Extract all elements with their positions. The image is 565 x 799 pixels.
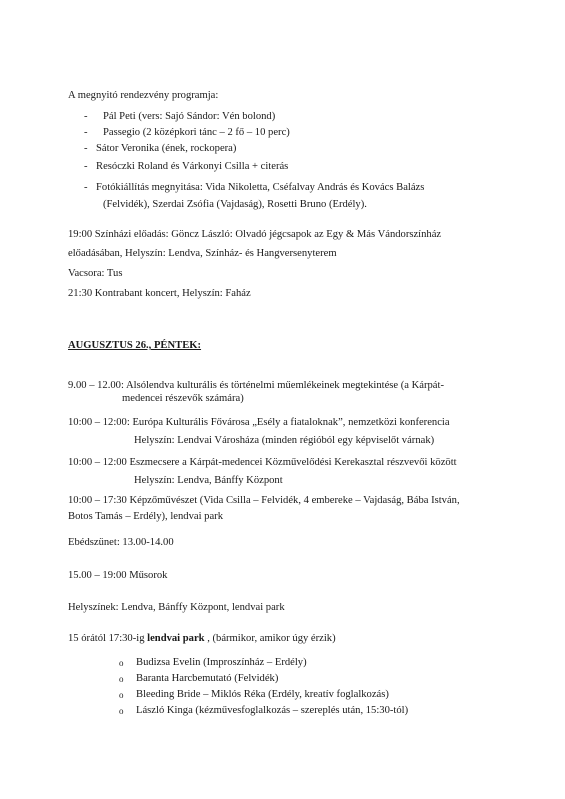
park-bold: lendvai park [147,633,205,644]
bullet-marker: o [119,674,124,684]
dash-marker: - [84,111,88,122]
dash-marker: - [84,143,88,154]
park-item-3: Bleeding Bride – Miklós Réka (Erdély, kreatív foglalkozás) [136,689,389,700]
bullet-marker: o [119,658,124,668]
event-1-line-2: medencei részevők számára) [122,393,244,404]
dash-marker: - [84,161,88,172]
dash-marker: - [84,182,88,193]
shows-line: 15.00 – 19:00 Műsorok [68,570,168,581]
event-3-line-2: Helyszín: Lendva, Bánffy Központ [134,475,283,486]
theatre-line-2: előadásában, Helyszín: Lendva, Színház- és Hangversenyterem [68,248,337,259]
program-intro: A megnyitó rendezvény programja: [68,90,219,101]
program-item-2: Passegio (2 középkori tánc – 2 fő – 10 perc) [103,127,290,138]
theatre-line-1: 19:00 Színházi előadás: Göncz László: Olvadó jégcsapok az Egy & Más Vándorszínház [68,229,442,240]
bullet-marker: o [119,690,124,700]
program-item-3: Sátor Veronika (ének, rockopera) [96,143,237,154]
park-line [68,632,336,645]
program-item-1: Pál Peti (vers: Sajó Sándor: Vén bolond) [103,111,276,122]
venues-line: Helyszínek: Lendva, Bánffy Központ, lendvai park [68,602,285,613]
lunch-line: Ebédszünet: 13.00-14.00 [68,537,174,548]
park-item-4: László Kinga (kézművesfoglalkozás – szereplés után, 15:30-tól) [136,705,409,716]
dash-marker: - [84,127,88,138]
park-suffix: , (bármikor, amikor úgy érzik) [204,633,336,644]
day-heading: AUGUSZTUS 26., PÉNTEK: [68,340,202,351]
dinner-line: Vacsora: Tus [68,268,123,279]
event-2-line-1: 10:00 – 12:00: Európa Kulturális Fővárosa „Esély a fiataloknak”, nemzetközi konferencia [68,417,450,428]
bullet-marker: o [119,706,124,716]
event-3-line-1: 10:00 – 12:00 Eszmecsere a Kárpát-medencei Közművelődési Kerekasztal részvevői között [68,457,457,468]
park-prefix: 15 órától 17:30-ig [68,633,148,644]
event-1-line-1: 9.00 – 12.00: Alsólendva kulturális és történelmi műemlékeinek megtekintése (a Kárpát- [68,380,444,391]
program-item-4: Resóczki Roland és Várkonyi Csilla + citerás [96,161,289,172]
program-item-5-cont: (Felvidék), Szerdai Zsófia (Vajdaság), Rosetti Bruno (Erdély). [103,199,367,210]
park-item-2: Baranta Harcbemutató (Felvidék) [136,673,279,684]
event-4-line-2: Botos Tamás – Erdély), lendvai park [68,511,223,522]
program-item-5: Fotókiállítás megnyitása: Vida Nikoletta, Cséfalvay András és Kovács Balázs [96,182,425,193]
event-4-line-1: 10:00 – 17:30 Képzőművészet (Vida Csilla – Felvidék, 4 embereke – Vajdaság, Bába István, [68,495,460,506]
concert-line: 21:30 Kontrabant koncert, Helyszín: Faház [68,288,251,299]
park-item-1: Budizsa Evelin (Improszínház – Erdély) [136,657,307,668]
event-2-line-2: Helyszín: Lendvai Városháza (minden régióból egy képviselőt várnak) [134,435,435,446]
